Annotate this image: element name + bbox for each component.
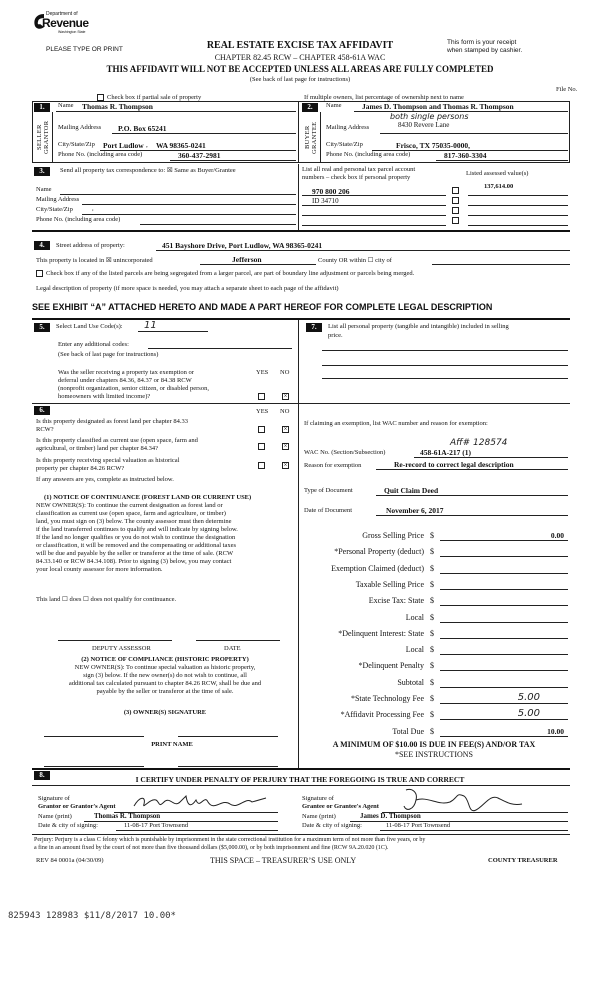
dollar-sign: $ bbox=[430, 531, 434, 540]
reason-line bbox=[376, 469, 568, 470]
fee-line bbox=[440, 540, 568, 541]
wac-field[interactable]: 458-61A-217 (1) bbox=[420, 448, 472, 457]
fee-line bbox=[440, 605, 568, 606]
fee-line bbox=[440, 687, 568, 688]
section-7-badge: 7. bbox=[306, 323, 322, 332]
s6-q2-b: agricultural, or timber) land per chapter 84.34? bbox=[36, 445, 159, 452]
notice1-line: if the land transferred continues to qualify and will indicate by signing below. bbox=[36, 526, 238, 533]
s3-city-value[interactable]: , bbox=[92, 205, 94, 212]
parcel-line-2 bbox=[302, 205, 446, 206]
notice1-title: (1) NOTICE OF CONTINUANCE (FOREST LAND OR CURRENT USE) bbox=[44, 494, 252, 501]
notice1-line: If the land no longer qualifies or you do not wish to continue the designation bbox=[36, 534, 236, 541]
s3-mailing-label: Mailing Address bbox=[36, 196, 80, 203]
buyer-mailing-line bbox=[380, 133, 568, 134]
grantee-date-field[interactable]: 11-08-17 Port Townsend bbox=[386, 822, 451, 829]
reason-field[interactable]: Re-record to correct legal description bbox=[394, 460, 514, 469]
certify-statement: I CERTIFY UNDER PENALTY OF PERJURY THAT THE FOREGOING IS TRUE AND CORRECT bbox=[135, 775, 465, 784]
this-land-qualify[interactable]: This land ☐ does ☐ does not qualify for continuance. bbox=[36, 596, 177, 603]
county-label: County OR within ☐ city of bbox=[318, 257, 392, 264]
treasurer-stamp: 825943 128983 $11/8/2017 10.00* bbox=[8, 911, 176, 921]
fee-label: *Delinquent Interest: State bbox=[338, 629, 424, 638]
buyer-side-label: BUYER GRANTEE bbox=[304, 121, 318, 154]
s3-name-label: Name bbox=[36, 186, 52, 193]
grantee-sig-label-1: Signature of bbox=[302, 795, 334, 802]
exemption-claim-label: If claiming an exemption, list WAC number and reason for exemption: bbox=[304, 420, 488, 427]
s6-q1-a: Is this property designated as forest land per chapter 84.33 bbox=[36, 418, 188, 425]
s5-bottom-rule bbox=[32, 403, 298, 404]
fee-value-field[interactable]: 5.00 bbox=[517, 692, 540, 703]
deputy-date-label: DATE bbox=[224, 645, 241, 652]
buyer-name-label: Name bbox=[326, 102, 342, 109]
fee-line bbox=[440, 719, 568, 720]
county-field[interactable]: Jefferson bbox=[232, 255, 262, 264]
parcel-list-label-2: numbers – check box if personal property bbox=[302, 174, 411, 181]
section-8-badge: 8. bbox=[34, 771, 50, 780]
s6-q2-no-checkbox[interactable]: × bbox=[283, 442, 288, 450]
buyer-city-label: City/State/Zip bbox=[326, 141, 363, 148]
exemption-question-2: deferral under chapters 84.36, 84.37 or 84.38 RCW bbox=[58, 377, 192, 384]
parcel-line-3 bbox=[302, 215, 446, 216]
see-back-note: (See back of last page for instructions) bbox=[58, 351, 159, 358]
print-name-label: PRINT NAME bbox=[151, 741, 193, 748]
s3-city-line bbox=[82, 214, 296, 215]
fee-label: *Affidavit Processing Fee bbox=[340, 710, 424, 719]
dollar-sign: $ bbox=[430, 547, 434, 556]
s6-q1-no-checkbox[interactable]: × bbox=[283, 425, 288, 433]
fee-line bbox=[440, 622, 568, 623]
date-line bbox=[196, 640, 280, 641]
personal-property-checkbox-3[interactable] bbox=[452, 207, 459, 214]
logo-main: Revenue bbox=[42, 16, 89, 30]
s6-no-header: NO bbox=[280, 408, 290, 415]
additional-codes-label: Enter any additional codes: bbox=[58, 341, 129, 348]
rev-number: REV 84 0001a (04/30/09) bbox=[36, 857, 104, 864]
s3-divider bbox=[298, 164, 299, 230]
dollar-sign: $ bbox=[430, 678, 434, 687]
partial-sale-checkbox[interactable] bbox=[97, 94, 104, 101]
reason-label: Reason for exemption bbox=[304, 462, 362, 469]
s7-mid-rule bbox=[298, 403, 570, 404]
doc-date-line bbox=[376, 515, 568, 516]
notice1-line: classification as current use (open space, farm and agriculture, or timber) bbox=[36, 510, 226, 517]
exemption-question-4: homeowners with limited income)? bbox=[58, 393, 151, 400]
dollar-sign: $ bbox=[430, 564, 434, 573]
seller-phone-field[interactable]: 360-437-2981 bbox=[178, 151, 221, 160]
notice2-line: NEW OWNER(S): To continue special valuation as historic property, bbox=[74, 664, 256, 671]
logo-sub: Washington State bbox=[58, 30, 86, 34]
legal-description-label: Legal description of property (if more space is needed, you may attach a separate sheet to each page of the affidavit) bbox=[36, 285, 339, 292]
buyer-phone-field[interactable]: 817-360-3304 bbox=[444, 151, 487, 160]
fee-line bbox=[440, 670, 568, 671]
buyer-side-divider bbox=[320, 112, 321, 163]
land-use-label: Select Land Use Code(s): bbox=[56, 323, 123, 330]
perjury-line-2: a fine in an amount fixed by the court of not more than five thousand dollars ($5,000.00), or by both imprisonment and fine (RCW 9A.20.020 (1C). bbox=[34, 845, 389, 851]
segregated-label: Check box if any of the listed parcels are being segregated from a larger parcel, are part of boundary line adjustment or parcels being merged. bbox=[46, 270, 415, 277]
s5-no-header: NO bbox=[280, 369, 290, 376]
assessed-label: Listed assessed value(s) bbox=[466, 170, 529, 177]
s3-name-line bbox=[60, 194, 296, 195]
deputy-line bbox=[58, 640, 172, 641]
fee-label: Taxable Selling Price bbox=[355, 580, 424, 589]
grantee-sig-label-2: Grantee or Grantee's Agent bbox=[302, 803, 379, 810]
buyer-mailing-label: Mailing Address bbox=[326, 124, 370, 131]
parcel-number-2[interactable]: ID 34710 bbox=[312, 197, 339, 205]
file-no-label: File No. bbox=[556, 86, 578, 93]
s5-yes-header: YES bbox=[256, 369, 269, 376]
fee-line bbox=[440, 654, 568, 655]
fee-label: *Delinquent Penalty bbox=[358, 661, 424, 670]
receipt-note-1: This form is your receipt bbox=[447, 39, 517, 46]
dollar-sign: $ bbox=[430, 580, 434, 589]
s6-if-yes: If any answers are yes, complete as instructed below. bbox=[36, 476, 174, 483]
s6-q3-no-checkbox[interactable]: × bbox=[283, 461, 288, 469]
fee-line bbox=[440, 638, 568, 639]
exhibit-bottom-rule bbox=[32, 318, 570, 320]
fee-line bbox=[440, 703, 568, 704]
s8-top-rule bbox=[32, 768, 570, 770]
seller-phone-label: Phone No. (including area code) bbox=[58, 151, 143, 158]
seller-mailing-field[interactable]: P.O. Box 65241 bbox=[118, 124, 167, 133]
please-type-note: PLEASE TYPE OR PRINT bbox=[46, 46, 123, 53]
doc-type-field[interactable]: Quit Claim Deed bbox=[384, 486, 439, 495]
grantee-date-line bbox=[380, 830, 568, 831]
s6-yes-header: YES bbox=[256, 408, 269, 415]
fee-label: Gross Selling Price bbox=[362, 531, 424, 540]
located-label: This property is located in ☒ unincorporated bbox=[36, 257, 153, 264]
seller-name-field[interactable]: Thomas R. Thompson bbox=[82, 102, 153, 111]
assessed-line-4 bbox=[468, 225, 568, 226]
parcel-line-1 bbox=[302, 195, 446, 196]
notice1-line: 84.33.140 or RCW 84.34.108). Prior to signing (3) below, you may contact bbox=[36, 558, 232, 565]
s5-no-checkbox[interactable]: × bbox=[283, 392, 288, 400]
street-address-line bbox=[156, 250, 570, 251]
section-3-badge: 3. bbox=[34, 167, 50, 176]
doc-date-field[interactable]: November 6, 2017 bbox=[386, 506, 444, 515]
seller-phone-line bbox=[170, 160, 296, 161]
dollar-sign: $ bbox=[430, 596, 434, 605]
wac-label: WAC No. (Section/Subsection) bbox=[304, 449, 386, 456]
see-instructions-note: *SEE INSTRUCTIONS bbox=[394, 750, 473, 759]
partial-sale-label: Check box if partial sale of property bbox=[107, 94, 202, 101]
fee-line bbox=[440, 573, 568, 574]
form-instructions: (See back of last page for instructions) bbox=[249, 76, 351, 83]
assessed-line-1 bbox=[468, 195, 568, 196]
seller-state-zip-field[interactable]: WA 98365-0241 bbox=[156, 141, 206, 150]
buyer-city-field[interactable]: Frisco, TX 75035-0000, bbox=[396, 141, 471, 150]
perjury-top-rule bbox=[32, 834, 570, 835]
fee-label: Subtotal bbox=[397, 678, 424, 687]
grantee-date-label: Date & city of signing: bbox=[302, 822, 362, 829]
notice1-line: your local county assessor for more information. bbox=[36, 566, 163, 573]
notice2-line: additional tax calculated pursuant to chapter 84.26 RCW, shall be due and bbox=[68, 680, 262, 687]
doc-type-label: Type of Document bbox=[304, 487, 353, 494]
parcel-line-4 bbox=[302, 225, 446, 226]
print-name-line-1 bbox=[44, 766, 144, 767]
fee-label: Total Due bbox=[392, 727, 424, 736]
buyer-mailing-field[interactable]: 8430 Revere Lane bbox=[398, 121, 450, 129]
buyer-name-field[interactable]: James D. Thompson and Thomas R. Thompson bbox=[362, 102, 514, 111]
s3-city-label: City/State/Zip bbox=[36, 206, 73, 213]
s6-q3-yes-checkbox[interactable] bbox=[258, 462, 265, 469]
multiple-owners-note: If multiple owners, list percentage of ownership next to name bbox=[304, 94, 464, 101]
fee-label: Local bbox=[405, 613, 424, 622]
parcel-number-1[interactable]: 970 800 206 bbox=[312, 187, 350, 196]
print-name-line-2 bbox=[178, 766, 278, 767]
county-treasurer: COUNTY TREASURER bbox=[488, 857, 558, 864]
personal-property-checkbox-1[interactable] bbox=[452, 187, 459, 194]
doc-type-line bbox=[376, 495, 568, 496]
send-correspondence-label[interactable]: Send all property tax correspondence to: ☒ Same as Buyer/Grantee bbox=[60, 167, 236, 174]
grantee-name-field[interactable]: James D. Thompson bbox=[360, 812, 421, 820]
minimum-due-note: A MINIMUM OF $10.00 IS DUE IN FEE(S) AND/OR TAX bbox=[332, 740, 536, 749]
owner-sig-line-2 bbox=[178, 736, 278, 737]
personal-property-label-1: List all personal property (tangible and intangible) included in selling bbox=[328, 323, 509, 330]
fee-value-field[interactable]: 5.00 bbox=[517, 708, 540, 719]
s6-q3-a: Is this property receiving special valuation as historical bbox=[36, 457, 180, 464]
handwritten-aff-number: Aff# 128574 bbox=[450, 438, 508, 448]
wac-line bbox=[414, 457, 568, 458]
seller-city-label: City/State/Zip bbox=[58, 141, 95, 148]
personal-property-checkbox-2[interactable] bbox=[452, 197, 459, 204]
seller-name-label: Name bbox=[58, 102, 74, 109]
personal-property-label-2: price. bbox=[328, 332, 343, 339]
exemption-question-3: (nonprofit organization, senior citizen, or disabled person, bbox=[58, 385, 209, 392]
owner-sig-line-1 bbox=[44, 736, 144, 737]
parcel-list-label-1: List all real and personal tax parcel account bbox=[302, 166, 416, 173]
treasurer-space: THIS SPACE – TREASURER’S USE ONLY bbox=[210, 856, 357, 865]
section-6-badge: 6. bbox=[34, 406, 50, 415]
seller-mailing-label: Mailing Address bbox=[58, 124, 102, 131]
notice1-line: will be due and payable by the seller or transferor at the time of sale. (RCW bbox=[36, 550, 234, 557]
notice2-line: payable by the seller or transferor at the time of sale. bbox=[96, 688, 234, 695]
section-4-badge: 4. bbox=[34, 241, 50, 250]
exhibit-statement: SEE EXHIBIT “A” ATTACHED HERETO AND MADE A PART HEREOF FOR COMPLETE LEGAL DESCRIPTION bbox=[32, 302, 493, 312]
dollar-sign: $ bbox=[430, 645, 434, 654]
dollar-sign: $ bbox=[430, 613, 434, 622]
fee-value-field[interactable]: 0.00 bbox=[550, 531, 564, 540]
grantor-sig-label-1: Signature of bbox=[38, 795, 70, 802]
grantor-date-label: Date & city of signing: bbox=[38, 822, 98, 829]
section-1-badge: 1. bbox=[34, 103, 50, 112]
fee-line bbox=[440, 589, 568, 590]
city-line bbox=[432, 264, 570, 265]
notice2-line: sign (3) below. If the new owner(s) do not wish to continue, all bbox=[83, 672, 247, 679]
section-5-badge: 5. bbox=[34, 323, 50, 332]
seller-side-label: SELLER GRANTOR bbox=[36, 120, 50, 155]
s6-q3-b: property per chapter 84.26 RCW? bbox=[36, 465, 125, 472]
form-subtitle: CHAPTER 82.45 RCW – CHAPTER 458-61A WAC bbox=[214, 53, 386, 62]
grantor-name-label: Name (print) bbox=[38, 813, 72, 820]
dollar-sign: $ bbox=[430, 710, 434, 719]
buyer-phone-label: Phone No. (including area code) bbox=[326, 151, 411, 158]
assessed-line-2 bbox=[468, 205, 568, 206]
segregated-checkbox[interactable] bbox=[36, 270, 43, 277]
s6-q2-yes-checkbox[interactable] bbox=[258, 443, 265, 450]
fee-line bbox=[440, 556, 568, 557]
s3-bottom-rule bbox=[32, 230, 570, 232]
s6-q1-b: RCW? bbox=[36, 426, 54, 433]
s3-phone-label: Phone No. (including area code) bbox=[36, 216, 121, 223]
seller-side-divider bbox=[52, 112, 53, 163]
grantor-date-field[interactable]: 11-08-17 Port Townsend bbox=[124, 822, 189, 829]
street-address-field[interactable]: 451 Bayshore Drive, Port Ludlow, WA 98365-0241 bbox=[162, 241, 323, 250]
personal-line-1 bbox=[322, 350, 568, 351]
form-title: REAL ESTATE EXCISE TAX AFFIDAVIT bbox=[206, 40, 394, 51]
personal-line-3 bbox=[322, 378, 568, 379]
mid-divider bbox=[298, 320, 299, 768]
grantee-name-line bbox=[350, 821, 568, 822]
land-use-line bbox=[138, 331, 208, 332]
assessed-value-1[interactable]: 137,614.00 bbox=[484, 183, 514, 190]
notice1-line: or classification, it will be removed and the compensating or additional taxes bbox=[36, 542, 236, 549]
personal-property-checkbox-4[interactable] bbox=[452, 217, 459, 224]
dollar-sign: $ bbox=[430, 727, 434, 736]
fee-label: Local bbox=[405, 645, 424, 654]
owner-signature-label: (3) OWNER(S) SIGNATURE bbox=[123, 709, 207, 716]
seller-name-line bbox=[56, 111, 296, 112]
form-warning: THIS AFFIDAVIT WILL NOT BE ACCEPTED UNLESS ALL AREAS ARE FULLY COMPLETED bbox=[106, 64, 494, 74]
exemption-question-1: Was the seller receiving a property tax exemption or bbox=[58, 369, 194, 376]
dollar-sign: $ bbox=[430, 629, 434, 638]
perjury-line-1: Perjury: Perjury is a class C felony which is punishable by imprisonment in the state correctional institution for a maximum term of not more than five years, or by bbox=[34, 837, 426, 843]
logo-top: Department of bbox=[46, 11, 78, 17]
s3-mailing-line bbox=[82, 204, 296, 205]
county-line bbox=[200, 264, 316, 265]
fee-line bbox=[440, 736, 568, 737]
receipt-note-2: when stamped by cashier. bbox=[447, 47, 523, 54]
fee-value-field[interactable]: 10.00 bbox=[547, 727, 564, 736]
s6-q2-a: Is this property classified as current use (open space, farm and bbox=[36, 437, 198, 444]
notice1-line: NEW OWNER(S): To continue the current designation as forest land or bbox=[36, 502, 223, 509]
personal-line-2 bbox=[322, 365, 568, 366]
grantee-name-label: Name (print) bbox=[302, 813, 336, 820]
fee-label: Excise Tax: State bbox=[368, 596, 424, 605]
additional-codes-line bbox=[148, 348, 292, 349]
grantor-date-line bbox=[116, 830, 278, 831]
revenue-logo bbox=[32, 10, 94, 40]
fee-label: *Personal Property (deduct) bbox=[334, 547, 424, 556]
buyer-phone-line bbox=[436, 160, 568, 161]
deputy-assessor-label: DEPUTY ASSESSOR bbox=[92, 645, 151, 652]
seller-buyer-divider bbox=[298, 101, 299, 163]
s6-q1-yes-checkbox[interactable] bbox=[258, 426, 265, 433]
notice1-line: land, you must sign on (3) below. The county assessor must then determine bbox=[36, 518, 232, 525]
grantor-sig-label-2: Grantor or Grantor's Agent bbox=[38, 803, 116, 810]
fee-label: Exemption Claimed (deduct) bbox=[331, 564, 424, 573]
assessed-line-3 bbox=[468, 215, 568, 216]
s5-yes-checkbox[interactable] bbox=[258, 393, 265, 400]
land-use-value[interactable]: 11 bbox=[144, 320, 157, 331]
seller-city-field[interactable]: Port Ludlow bbox=[103, 141, 144, 150]
dollar-sign: $ bbox=[430, 661, 434, 670]
notice2-title: (2) NOTICE OF COMPLIANCE (HISTORIC PROPERTY) bbox=[81, 656, 249, 663]
s3-phone-line bbox=[140, 224, 296, 225]
section-2-badge: 2. bbox=[302, 103, 318, 112]
seller-mailing-line bbox=[112, 133, 296, 134]
grantor-name-field[interactable]: Thomas R. Thompson bbox=[94, 812, 161, 820]
doc-date-label: Date of Document bbox=[304, 507, 353, 514]
dollar-sign: $ bbox=[430, 694, 434, 703]
fee-label: *State Technology Fee bbox=[350, 694, 424, 703]
street-address-label: Street address of property: bbox=[56, 242, 125, 249]
buyer-handwritten-note: both single persons bbox=[390, 112, 469, 121]
